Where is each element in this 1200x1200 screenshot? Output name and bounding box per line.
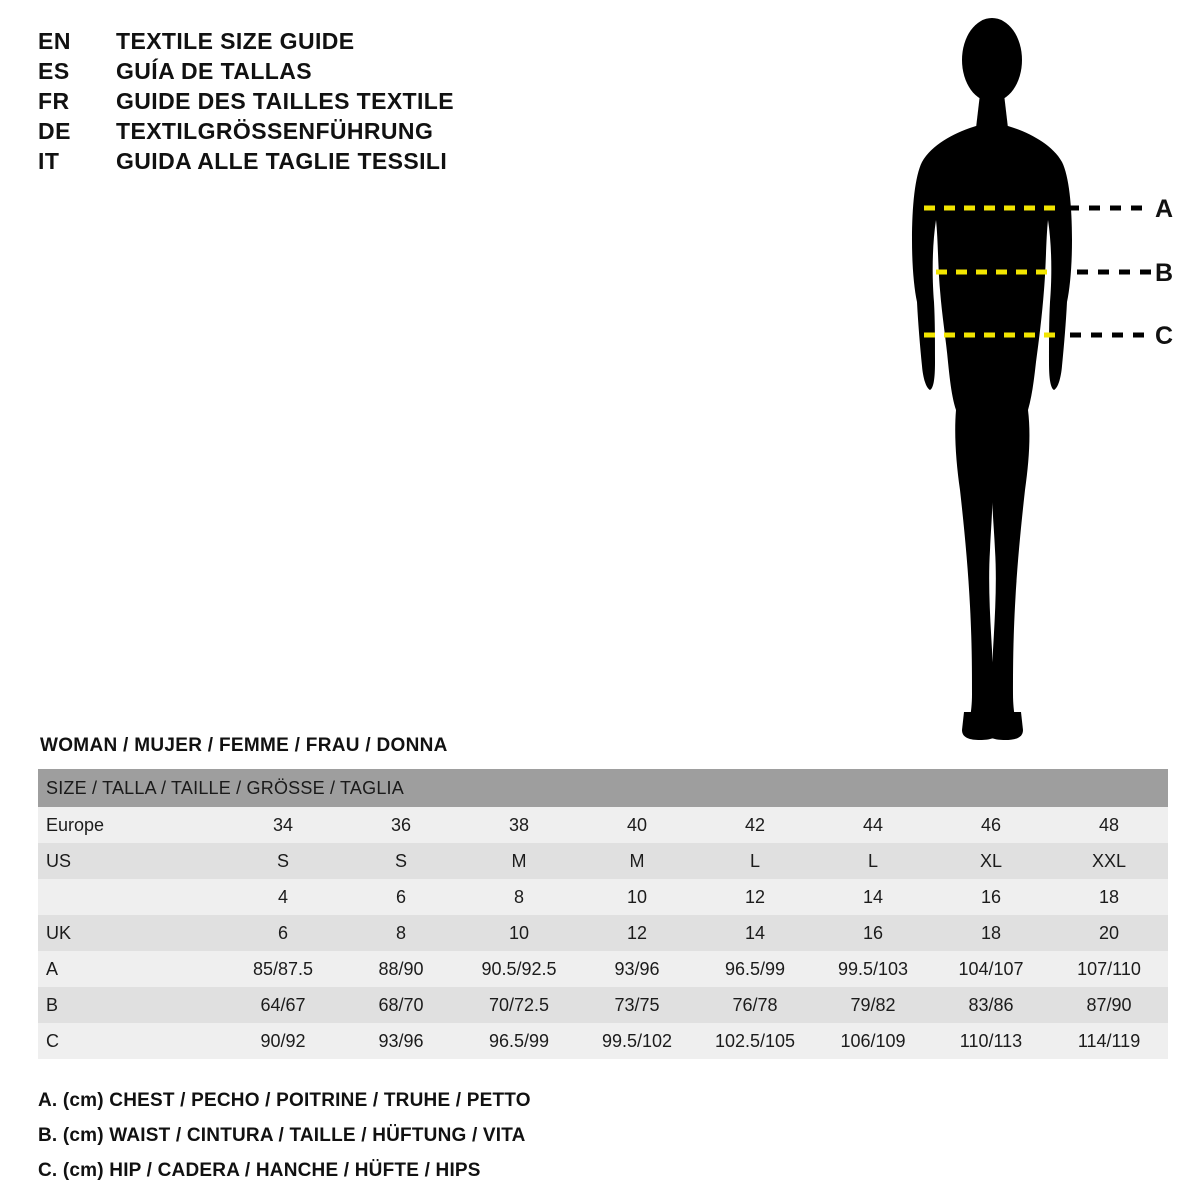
cell: M	[578, 843, 696, 879]
cell: 12	[696, 879, 814, 915]
row-label-us: US	[38, 843, 224, 879]
cell: 34	[224, 807, 342, 843]
cell: XL	[932, 843, 1050, 879]
cell: 87/90	[1050, 987, 1168, 1023]
language-code-en: EN	[38, 28, 71, 54]
cell: 4	[224, 879, 342, 915]
language-code-de: DE	[38, 118, 71, 144]
table-row	[38, 1023, 1168, 1059]
size-table-section	[38, 735, 1166, 1059]
cell: 104/107	[932, 951, 1050, 987]
cell: 110/113	[932, 1023, 1050, 1059]
cell: 107/110	[1050, 951, 1168, 987]
cell: 6	[224, 915, 342, 951]
legend-line-b: B. (cm) WAIST / CINTURA / TAILLE / HÜFTUNG / VITA	[38, 1125, 526, 1146]
cell: 42	[696, 807, 814, 843]
cell: 88/90	[342, 951, 460, 987]
table-row	[38, 879, 1168, 915]
cell: 93/96	[578, 951, 696, 987]
cell: 114/119	[1050, 1023, 1168, 1059]
row-label-us-numeric	[38, 879, 224, 915]
cell: 18	[932, 915, 1050, 951]
cell: S	[224, 843, 342, 879]
cell: 8	[342, 915, 460, 951]
cell: XXL	[1050, 843, 1168, 879]
title-text-en: TEXTILE SIZE GUIDE	[116, 28, 355, 54]
measurement-legend	[38, 1090, 938, 1195]
cell: 40	[578, 807, 696, 843]
title-text-de: TEXTILGRÖSSENFÜHRUNG	[116, 118, 434, 144]
title-text-es: GUÍA DE TALLAS	[116, 58, 312, 84]
language-code-es: ES	[38, 58, 70, 84]
cell: 64/67	[224, 987, 342, 1023]
row-label-uk: UK	[38, 915, 224, 951]
cell: 20	[1050, 915, 1168, 951]
title-row	[38, 58, 658, 85]
language-code-it: IT	[38, 148, 60, 174]
cell: 48	[1050, 807, 1168, 843]
cell: 6	[342, 879, 460, 915]
cell: 106/109	[814, 1023, 932, 1059]
title-row	[38, 118, 658, 145]
row-label-c: C	[38, 1023, 224, 1059]
title-row	[38, 88, 658, 115]
table-row	[38, 951, 1168, 987]
marker-label-a: A	[1155, 195, 1174, 223]
gender-label: WOMAN / MUJER / FEMME / FRAU / DONNA	[40, 735, 448, 756]
cell: L	[696, 843, 814, 879]
table-header-label: SIZE / TALLA / TAILLE / GRÖSSE / TAGLIA	[38, 769, 1168, 807]
cell: 10	[578, 879, 696, 915]
title-text-it: GUIDA ALLE TAGLIE TESSILI	[116, 148, 448, 174]
cell: 99.5/102	[578, 1023, 696, 1059]
cell: 16	[814, 915, 932, 951]
cell: 68/70	[342, 987, 460, 1023]
legend-line-c: C. (cm) HIP / CADERA / HANCHE / HÜFTE / HIPS	[38, 1160, 481, 1181]
cell: 14	[696, 915, 814, 951]
legend-line-a: A. (cm) CHEST / PECHO / POITRINE / TRUHE / PETTO	[38, 1090, 531, 1111]
cell: 90/92	[224, 1023, 342, 1059]
cell: M	[460, 843, 578, 879]
cell: 70/72.5	[460, 987, 578, 1023]
cell: 102.5/105	[696, 1023, 814, 1059]
cell: L	[814, 843, 932, 879]
cell: 93/96	[342, 1023, 460, 1059]
cell: 99.5/103	[814, 951, 932, 987]
marker-label-c: C	[1155, 322, 1174, 350]
row-label-europe: Europe	[38, 807, 224, 843]
cell: 96.5/99	[696, 951, 814, 987]
cell: 36	[342, 807, 460, 843]
table-row	[38, 807, 1168, 843]
marker-label-b: B	[1155, 259, 1174, 287]
cell: 96.5/99	[460, 1023, 578, 1059]
cell: 83/86	[932, 987, 1050, 1023]
cell: 12	[578, 915, 696, 951]
cell: 85/87.5	[224, 951, 342, 987]
cell: S	[342, 843, 460, 879]
cell: 10	[460, 915, 578, 951]
cell: 8	[460, 879, 578, 915]
table-row	[38, 987, 1168, 1023]
cell: 38	[460, 807, 578, 843]
cell: 46	[932, 807, 1050, 843]
title-row	[38, 148, 658, 175]
table-row	[38, 915, 1168, 951]
size-table	[38, 769, 1168, 1059]
cell: 79/82	[814, 987, 932, 1023]
cell: 14	[814, 879, 932, 915]
row-label-a: A	[38, 951, 224, 987]
cell: 90.5/92.5	[460, 951, 578, 987]
table-header-row	[38, 769, 1168, 807]
table-row	[38, 843, 1168, 879]
title-row	[38, 28, 658, 55]
title-block	[38, 28, 658, 178]
language-code-fr: FR	[38, 88, 70, 114]
female-silhouette-icon	[912, 18, 1072, 740]
cell: 44	[814, 807, 932, 843]
cell: 73/75	[578, 987, 696, 1023]
body-measurement-figure	[860, 10, 1190, 750]
cell: 16	[932, 879, 1050, 915]
cell: 76/78	[696, 987, 814, 1023]
title-text-fr: GUIDE DES TAILLES TEXTILE	[116, 88, 454, 114]
cell: 18	[1050, 879, 1168, 915]
row-label-b: B	[38, 987, 224, 1023]
